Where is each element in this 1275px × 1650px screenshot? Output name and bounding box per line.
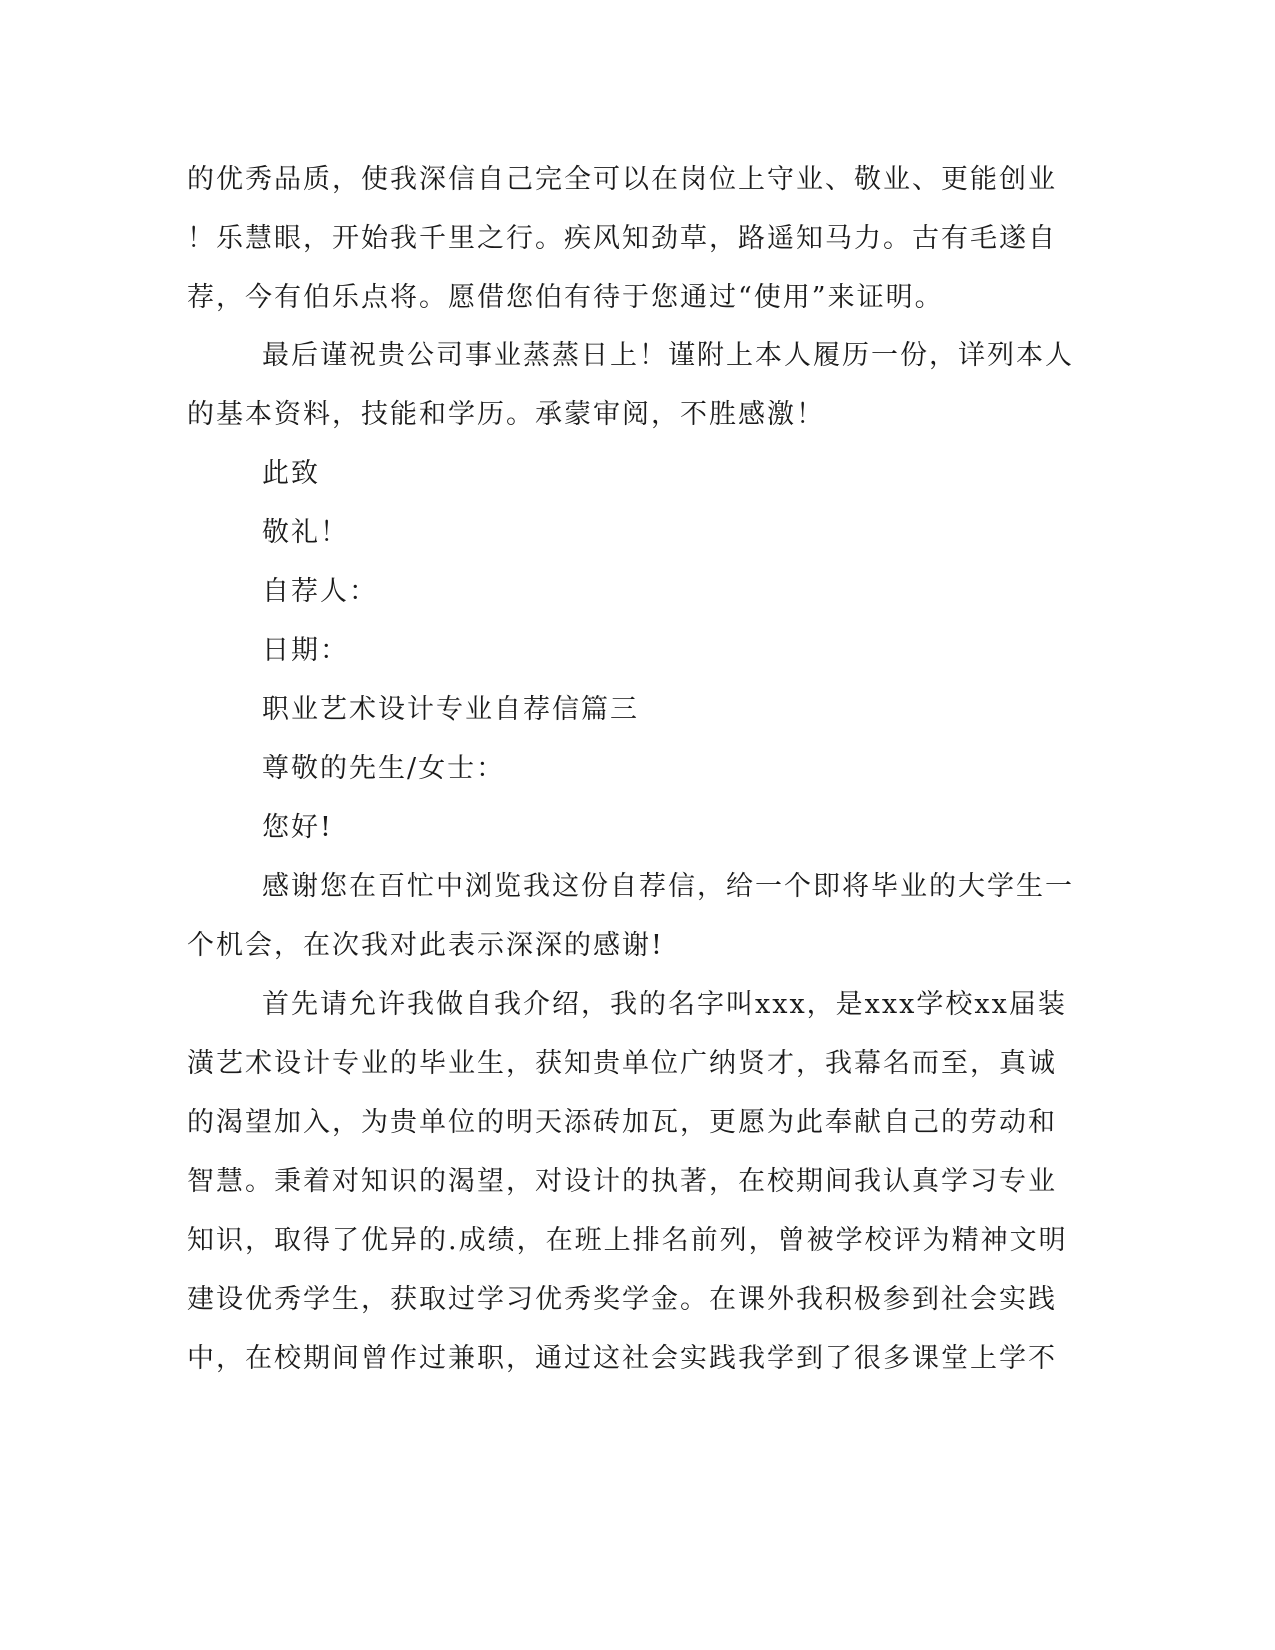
closing-line: 此致 (262, 458, 320, 489)
paragraph-line: 感谢您在百忙中浏览我这份自荐信，给一个即将毕业的大学生一 (262, 871, 1074, 902)
salutation: 尊敬的先生/女士： (262, 753, 506, 784)
paragraph-line: 智慧。秉着对知识的渴望，对设计的执著，在校期间我认真学习专业 (187, 1166, 1057, 1197)
paragraph-line: 建设优秀学生，获取过学习优秀奖学金。在课外我积极参到社会实践 (187, 1284, 1057, 1315)
paragraph-line: 的基本资料，技能和学历。承蒙审阅，不胜感激！ (187, 399, 825, 430)
greeting: 您好! (262, 812, 333, 843)
section-title: 职业艺术设计专业自荐信篇三 (262, 694, 639, 725)
paragraph-line: 荐，今有伯乐点将。愿借您伯有待于您通过“使用”来证明。 (187, 282, 944, 313)
paragraph-line: 中，在校期间曾作过兼职，通过这社会实践我学到了很多课堂上学不 (187, 1343, 1057, 1374)
signature-label: 自荐人： (262, 576, 378, 607)
paragraph-line: 首先请允许我做自我介绍，我的名字叫xxx，是xxx学校xx届装 (262, 989, 1067, 1020)
paragraph-line: 潢艺术设计专业的毕业生，获知贵单位广纳贤才，我幕名而至，真诚 (187, 1048, 1057, 1079)
paragraph-line: 最后谨祝贵公司事业蒸蒸日上！谨附上本人履历一份，详列本人 (262, 340, 1074, 371)
paragraph-line: 的优秀品质，使我深信自己完全可以在岗位上守业、敬业、更能创业 (187, 164, 1057, 195)
paragraph-line: 知识，取得了优异的.成绩，在班上排名前列，曾被学校评为精神文明 (187, 1225, 1068, 1256)
paragraph-line: ！乐慧眼，开始我千里之行。疾风知劲草，路遥知马力。古有毛遂自 (187, 223, 1057, 254)
paragraph-line: 个机会，在次我对此表示深深的感谢! (187, 930, 664, 961)
closing-line: 敬礼！ (262, 517, 349, 548)
paragraph-line: 的渴望加入，为贵单位的明天添砖加瓦，更愿为此奉献自己的劳动和 (187, 1107, 1057, 1138)
date-label: 日期： (262, 635, 349, 666)
